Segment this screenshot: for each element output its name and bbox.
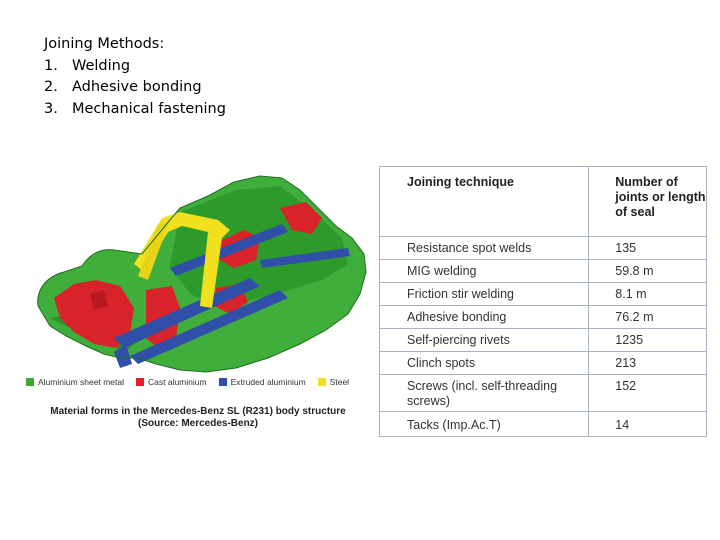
material-legend [26, 377, 361, 387]
value-cell: 213 [589, 352, 707, 375]
list-item [44, 99, 226, 121]
legend-swatch [318, 378, 326, 386]
car-body-structure-image [30, 168, 370, 378]
legend-item-cast-aluminium [136, 377, 207, 387]
technique-cell: Resistance spot welds [380, 237, 589, 260]
table-row [380, 352, 707, 375]
table-row [380, 375, 707, 412]
table-row [380, 412, 707, 437]
table-header-row [380, 167, 707, 237]
value-cell: 1235 [589, 329, 707, 352]
technique-cell: Adhesive bonding [380, 306, 589, 329]
table-row [380, 260, 707, 283]
methods-title: Joining Methods: [44, 36, 165, 52]
header-joining-technique: Joining technique [380, 167, 589, 237]
caption-source: (Source: Mercedes-Benz) [137, 418, 259, 429]
table-row [380, 329, 707, 352]
legend-label: Steel [329, 377, 350, 387]
list-item [44, 77, 226, 99]
technique-cell: MIG welding [380, 260, 589, 283]
technique-cell: Clinch spots [380, 352, 589, 375]
table-row [380, 237, 707, 260]
legend-swatch [136, 378, 144, 386]
list-label: Adhesive bonding [72, 79, 202, 95]
legend-label: Cast aluminium [147, 377, 207, 387]
caption-line: Material forms in the Mercedes-Benz SL (R231) body structure [50, 406, 346, 417]
list-label: Welding [72, 57, 131, 74]
list-item [44, 56, 226, 78]
legend-item-steel [318, 377, 349, 387]
technique-cell: Self-piercing rivets [380, 329, 589, 352]
joining-methods-list [44, 34, 226, 120]
value-cell: 76.2 m [589, 306, 707, 329]
value-cell: 152 [589, 375, 707, 412]
list-number: 1. [44, 57, 58, 74]
value-cell: 135 [589, 237, 707, 260]
car-body-figure [22, 168, 374, 438]
methods-items [44, 56, 226, 121]
value-cell: 14 [589, 412, 707, 437]
technique-cell: Tacks (Imp.Ac.T) [380, 412, 589, 437]
table-row [380, 306, 707, 329]
value-cell: 59.8 m [589, 260, 707, 283]
figure-caption [22, 406, 374, 430]
list-label: Mechanical fastening [72, 100, 226, 117]
list-number: 2. [44, 79, 58, 95]
list-number: 3. [44, 100, 58, 117]
legend-swatch [219, 378, 227, 386]
joining-technique-table [379, 166, 707, 437]
technique-cell: Friction stir welding [380, 283, 589, 306]
legend-item-aluminium-sheet [26, 377, 124, 387]
value-cell: 8.1 m [589, 283, 707, 306]
header-number-of-joints: Number of joints or length of seal [589, 167, 707, 237]
legend-swatch [26, 378, 34, 386]
technique-cell: Screws (incl. self-threading screws) [380, 375, 589, 412]
legend-label: Extruded aluminium [230, 377, 306, 387]
legend-item-extruded-aluminium [219, 377, 306, 387]
table-row [380, 283, 707, 306]
legend-label: Aluminium sheet metal [38, 377, 124, 387]
